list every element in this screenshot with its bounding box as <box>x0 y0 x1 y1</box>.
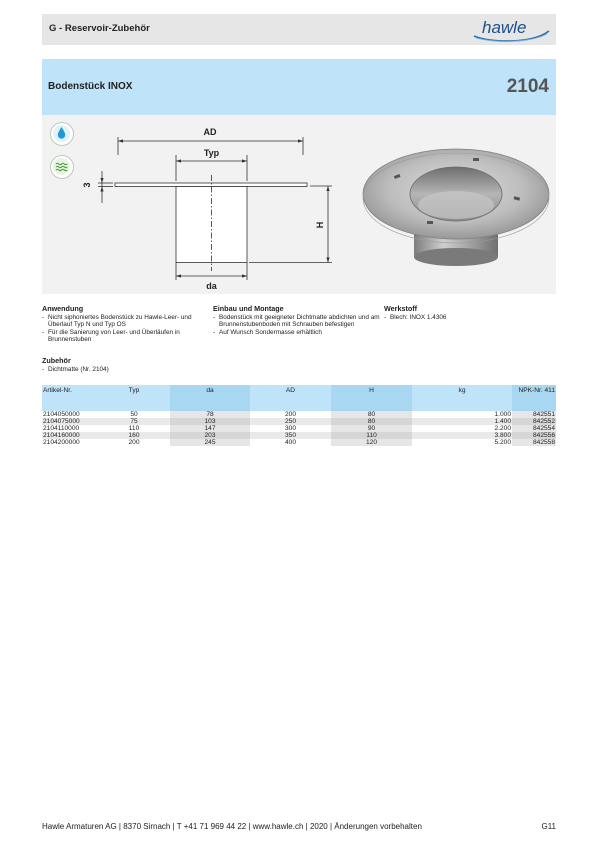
product-figure <box>42 115 556 294</box>
werkstoff-section <box>384 305 554 321</box>
cell-h: 80 <box>331 411 412 418</box>
cell-typ: 110 <box>128 425 140 432</box>
einbau-item: - Auf Wunsch Sondermasse erhältlich <box>213 329 381 337</box>
section-header <box>42 14 556 45</box>
cell-da: 78 <box>170 411 250 418</box>
page-number: G11 <box>541 822 556 831</box>
col-header-ad: AD <box>250 385 331 411</box>
dim-h-label: H <box>315 221 325 229</box>
dim-thickness-label: 3 <box>82 182 92 188</box>
cell-ad: 350 <box>250 432 331 439</box>
col-header-h: H <box>331 385 412 411</box>
cell-typ: 50 <box>130 411 138 418</box>
cell-typ: 160 <box>98 432 170 439</box>
cell-ad: 300 <box>284 425 296 432</box>
anwendung-item: - Für die Sanierung von Leer- und Überläufen in Brunnenstuben <box>42 329 207 344</box>
cell-npk: 842554 <box>512 425 556 432</box>
cell-da: 203 <box>170 432 250 439</box>
zubehoer-section <box>42 357 207 373</box>
werkstoff-heading: Werkstoff <box>384 304 418 313</box>
einbau-section <box>213 305 381 336</box>
table-row <box>42 432 556 439</box>
cell-ad: 400 <box>284 439 296 446</box>
cell-npk: 842556 <box>512 432 556 439</box>
product-name: Bodenstück INOX <box>48 81 133 92</box>
table-header-row <box>42 385 556 411</box>
brand-wordmark: hawle <box>482 18 527 37</box>
cell-typ: 200 <box>128 439 140 446</box>
hawle-logo <box>470 16 552 43</box>
cell-ad: 200 <box>284 411 296 418</box>
cell-da: 245 <box>170 439 250 446</box>
table-row <box>42 439 556 446</box>
product-title-bar <box>42 59 556 115</box>
cell-kg: 2.200 <box>494 425 511 432</box>
footer-text: Hawle Armaturen AG | 8370 Sirnach | T +41 71 969 44 22 | www.hawle.ch | 2020 | Änderungen vorbehalten <box>42 822 422 831</box>
col-header-da: da <box>170 385 250 411</box>
einbau-item: - Bodenstück mit geeigneter Dichtmatte abdichten und am Brunnenstubenboden mit Schrauben befestigen <box>213 314 381 329</box>
anwendung-section <box>42 305 207 344</box>
cell-h: 90 <box>331 425 412 432</box>
dim-ad-label: AD <box>203 127 217 137</box>
table-row <box>42 425 556 432</box>
col-header-npk: NPK-Nr. 411 <box>512 385 556 411</box>
section-title: G - Reservoir-Zubehör <box>49 23 150 34</box>
dim-typ-label: Typ <box>203 148 220 158</box>
technical-drawing <box>42 115 556 294</box>
cell-kg: 5.200 <box>494 439 511 446</box>
cell-kg: 1.000 <box>494 411 511 418</box>
einbau-heading: Einbau und Montage <box>213 304 284 313</box>
cell-artikel: 2104075000 <box>42 418 98 425</box>
cell-kg: 3.800 <box>412 432 512 439</box>
product-photo <box>363 149 549 266</box>
cell-npk: 842558 <box>512 439 556 446</box>
cell-npk: 842551 <box>512 411 556 418</box>
cell-kg: 1.400 <box>412 418 512 425</box>
table-row <box>42 418 556 425</box>
col-header-kg: kg <box>412 385 512 411</box>
cell-artikel: 2104050000 <box>43 411 80 418</box>
col-header-typ: Typ <box>98 385 170 411</box>
cell-npk: 842552 <box>512 418 556 425</box>
article-table <box>42 385 556 446</box>
anwendung-item: - Nicht siphoniertes Bodenstück zu Hawle-Leer- und Überlauf Typ N und Typ OS <box>42 314 207 329</box>
cell-h: 120 <box>331 439 412 446</box>
col-header-artikel: Artikel-Nr. <box>42 385 98 411</box>
cell-artikel: 2104200000 <box>43 439 80 446</box>
werkstoff-item: - Blech: INOX 1.4306 <box>384 314 554 322</box>
cell-ad: 250 <box>250 418 331 425</box>
product-number: 2104 <box>506 76 549 97</box>
dim-da-label: da <box>206 281 217 291</box>
anwendung-heading: Anwendung <box>42 304 84 313</box>
cell-artikel: 2104160000 <box>42 432 98 439</box>
zubehoer-item: - Dichtmatte (Nr. 2104) <box>42 366 207 374</box>
cell-h: 80 <box>331 418 412 425</box>
zubehoer-heading: Zubehör <box>42 356 71 365</box>
cell-da: 103 <box>170 418 250 425</box>
table-row <box>42 411 556 418</box>
cell-typ: 75 <box>98 418 170 425</box>
cell-da: 147 <box>170 425 250 432</box>
cell-h: 110 <box>331 432 412 439</box>
cell-artikel: 2104110000 <box>43 425 80 432</box>
